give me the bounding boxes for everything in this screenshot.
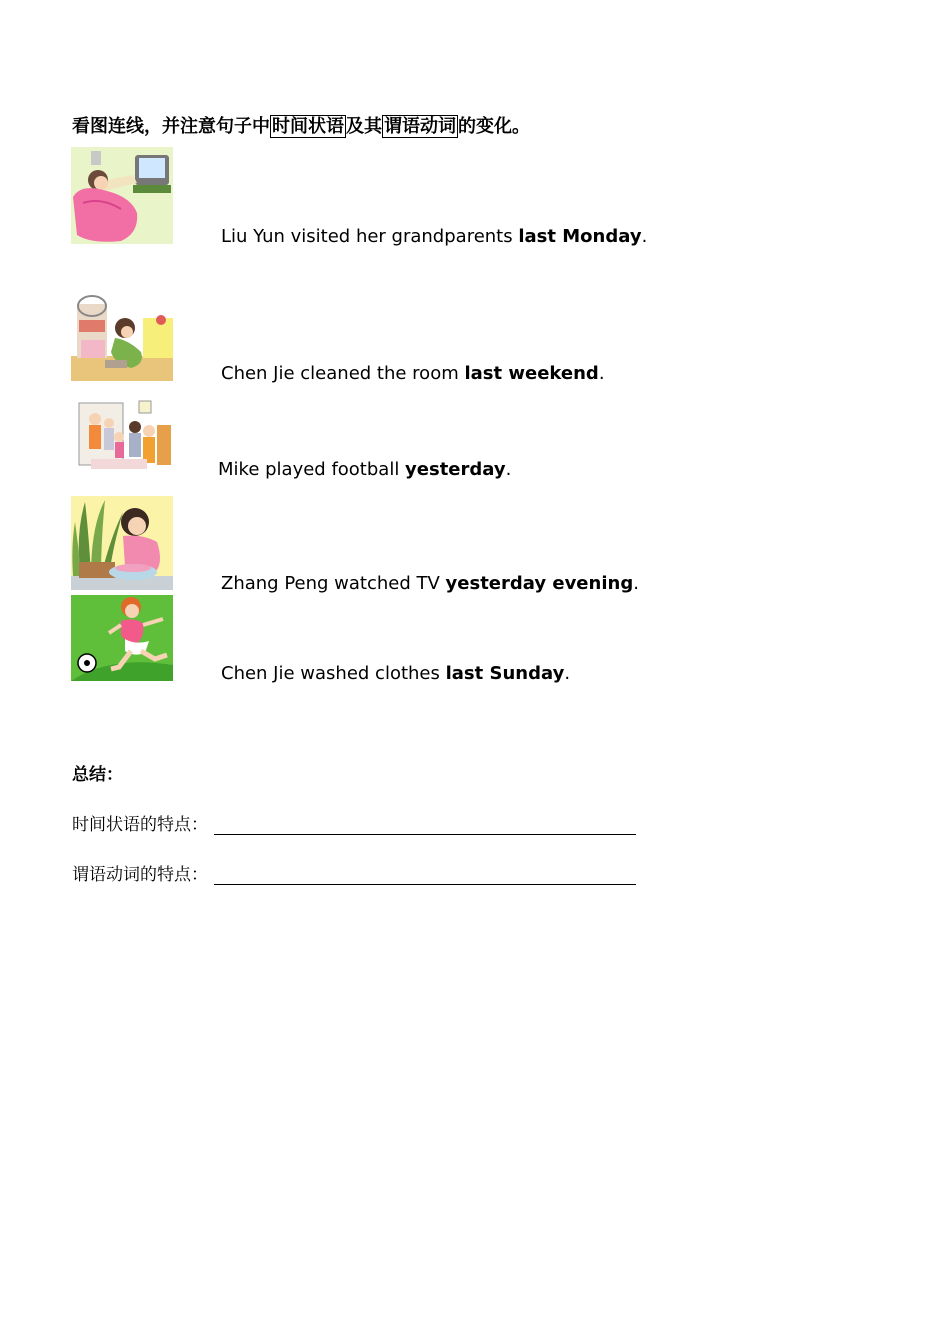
boxed-term-time-adverbial: 时间状语 (272, 116, 344, 137)
visiting-grandparents-illustration (71, 397, 173, 477)
watching-tv-illustration (71, 147, 173, 244)
answer-blank-1[interactable] (214, 816, 636, 835)
summary-title: 总结： (72, 765, 123, 785)
sentence-4: Zhang Peng watched TV yesterday evening. (221, 573, 639, 594)
answer-blank-2[interactable] (214, 866, 636, 885)
cleaning-room-illustration (71, 294, 173, 381)
sentence-3: Mike played football yesterday. (218, 459, 512, 480)
sentence-5: Chen Jie washed clothes last Sunday. (221, 663, 571, 684)
summary-time-adverbial (72, 810, 636, 835)
sentence-1: Liu Yun visited her grandparents last Monday. (221, 226, 648, 247)
instruction-heading: 看图连线，并注意句子中 时间状语 及其 谓语动词 的变化。 (72, 116, 530, 137)
summary-time-adverbial-label: 时间状语的特点： (72, 815, 208, 835)
playing-football-illustration (71, 595, 173, 681)
summary-predicate-verb-label: 谓语动词的特点： (72, 865, 208, 885)
sentence-2: Chen Jie cleaned the room last weekend. (221, 363, 605, 384)
summary-predicate-verb (72, 860, 636, 885)
boxed-term-predicate-verb: 谓语动词 (384, 116, 456, 137)
washing-clothes-illustration (71, 496, 173, 590)
